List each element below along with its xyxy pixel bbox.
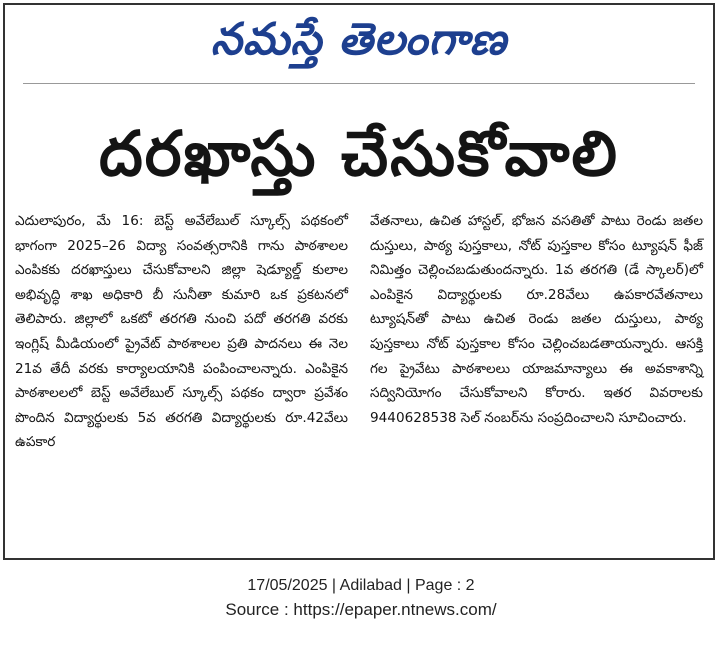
article-headline: దరఖాస్తు చేసుకోవాలి — [99, 117, 619, 190]
clipping-frame — [3, 3, 715, 560]
newspaper-masthead: నమస్తే తెలంగాణ — [210, 14, 508, 65]
article-text-right: వేతనాలు, ఉచిత హాస్టల్, భోజన వసతితో పాటు రెండు జతల దుస్తులు, పాఠ్య పుస్తకాలు, నోట్ పుస్తకాల కోసం ట్యూషన్ ఫీజ్ నిమిత్తం చెల్లించబడుతుందన్నారు. 1వ తరగతి (డే స్కాలర్)లో ఎంపికైన విద్యార్థులకు రూ.28వేలు ఉపకారవేతనాలు ట్యూషన్‌తో పాటు ఉచిత రెండు జతల దుస్తులు, పాఠ్య పుస్తకాలు నోట్ పుస్తకాల కోసం చెల్లించబడతాయన్నారు. ఆసక్తి గల ప్రైవేటు పాఠశాలలు యాజమాన్యాలు ఈ అవకాశాన్ని సద్వినియోగం చేసుకోవాలని కోరారు. ఇతర వివరాలకు 9440628538 సెల్ నంబర్‌ను సంప్రదించాలని సూచించారు. — [370, 213, 703, 426]
article-text-left: ఎదులాపురం, మే 16: బెస్ట్ అవేలేబుల్ స్కూల్స్ పథకంలో భాగంగా 2025–26 విద్యా సంవత్సరానికి గాను పాఠశాలల ఎంపికకు దరఖాస్తులు చేసుకోవాలని జిల్లా షెడ్యూల్డ్ కులాల అభివృద్ధి శాఖ అధికారి బీ సునీతా కుమారి ఒక ప్రకటనలో తెలిపారు. జిల్లాలో ఒకటో తరగతి నుంచి పదో తరగతి వరకు ఇంగ్లిష్ మీడియంలో ప్రైవేట్ పాఠశాలల ప్రతి పాదనలు ఈ నెల 21వ తేదీ వరకు కార్యాలయానికి పంపించాలన్నారు. ఎంపికైన పాఠశాలలలో బెస్ట్ అవేలేబుల్ స్కూల్స్ పథకం ద్వారా ప్రవేశం పొందిన విద్యార్థులకు 5వ తరగతి విద్యార్థులకు రూ.42వేలు ఉపకార — [15, 213, 348, 451]
article-column-left — [15, 209, 348, 553]
source-line: Source : https://epaper.ntnews.com/ — [225, 600, 497, 619]
edition-line: 17/05/2025 | Adilabad | Page : 2 — [247, 577, 475, 594]
masthead-divider — [23, 83, 695, 84]
article-column-right — [370, 209, 703, 553]
clipping-footer — [0, 574, 722, 622]
article-body — [15, 209, 703, 553]
